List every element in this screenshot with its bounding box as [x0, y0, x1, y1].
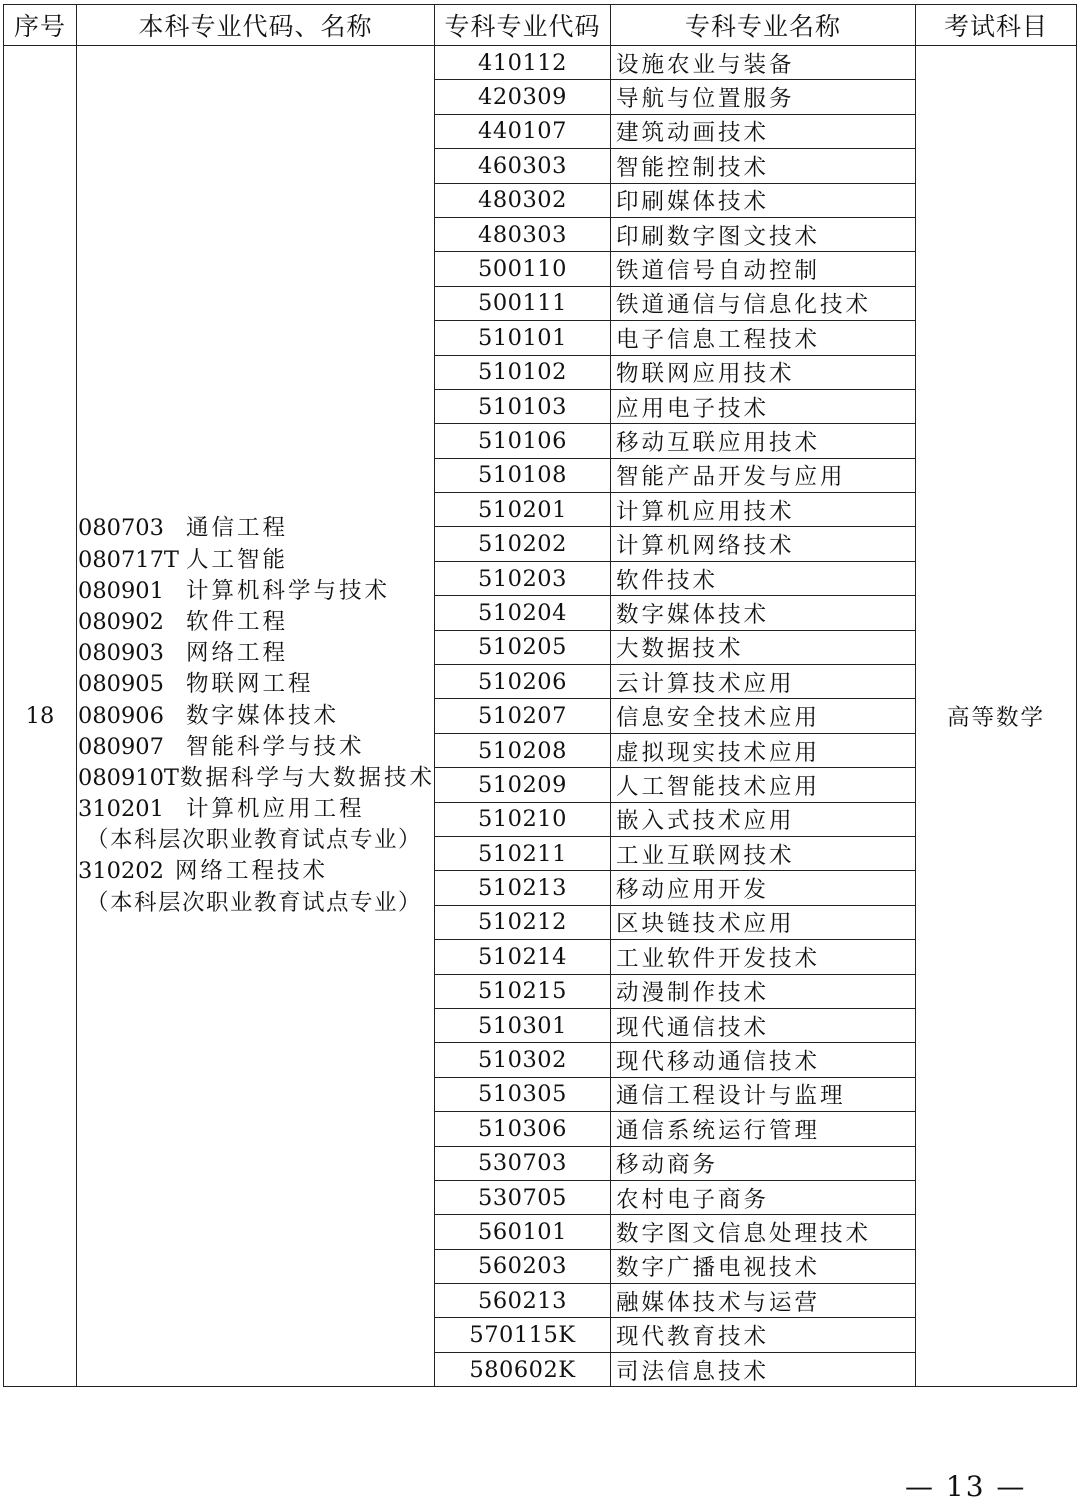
bachelor-major-item	[78, 513, 434, 544]
bachelor-major-item	[78, 545, 434, 576]
bachelor-major-name: 人工智能	[186, 546, 289, 573]
major-code: 500111	[435, 286, 611, 320]
bachelor-major-name: 网络工程技术	[175, 858, 329, 885]
major-name: 数字图文信息处理技术	[611, 1215, 916, 1249]
major-code: 510202	[435, 527, 611, 561]
major-name: 铁道信号自动控制	[611, 252, 916, 286]
major-code: 560213	[435, 1284, 611, 1318]
major-name: 人工智能技术应用	[611, 768, 916, 802]
major-code: 510207	[435, 699, 611, 733]
bachelor-major-code: 080901	[78, 577, 164, 604]
major-code: 510306	[435, 1112, 611, 1146]
major-code: 580602K	[435, 1352, 611, 1386]
major-name: 建筑动画技术	[611, 114, 916, 148]
major-code: 510203	[435, 561, 611, 595]
table-row	[4, 46, 1077, 80]
major-name: 现代教育技术	[611, 1318, 916, 1352]
major-code: 510214	[435, 940, 611, 974]
major-name: 通信工程设计与监理	[611, 1077, 916, 1111]
major-name: 印刷媒体技术	[611, 183, 916, 217]
major-name: 大数据技术	[611, 630, 916, 664]
major-name: 数字媒体技术	[611, 596, 916, 630]
major-code: 500110	[435, 252, 611, 286]
exam-subject: 高等数学	[916, 46, 1077, 1387]
major-code: 510205	[435, 630, 611, 664]
bachelor-major-name: 软件工程	[186, 608, 289, 635]
major-code: 510102	[435, 355, 611, 389]
header-seq: 序号	[4, 5, 77, 46]
bachelor-major-code: 080717T	[78, 546, 179, 573]
major-name: 软件技术	[611, 561, 916, 595]
bachelor-major-item	[78, 638, 434, 669]
bachelor-major-code: 080910T	[78, 764, 179, 791]
major-code: 510301	[435, 1008, 611, 1042]
major-name: 物联网应用技术	[611, 355, 916, 389]
major-code: 510210	[435, 802, 611, 836]
major-code: 510206	[435, 665, 611, 699]
major-code: 510204	[435, 596, 611, 630]
major-name: 计算机网络技术	[611, 527, 916, 561]
major-code: 510108	[435, 458, 611, 492]
group-seq: 18	[4, 46, 77, 1387]
bachelor-major-code: 310201	[78, 796, 164, 823]
bachelor-major-code: 080703	[78, 515, 164, 542]
major-name: 信息安全技术应用	[611, 699, 916, 733]
major-code: 510209	[435, 768, 611, 802]
bachelor-major-name: 数字媒体技术	[186, 702, 340, 729]
major-code: 510211	[435, 836, 611, 870]
major-code: 410112	[435, 46, 611, 80]
page-number: — 13 —	[905, 1470, 1027, 1503]
major-code: 510103	[435, 389, 611, 423]
major-name: 移动应用开发	[611, 871, 916, 905]
major-name: 应用电子技术	[611, 389, 916, 423]
header-major-name: 专科专业名称	[611, 5, 916, 46]
major-name: 电子信息工程技术	[611, 321, 916, 355]
table-body	[4, 46, 1077, 1387]
bachelor-major-name: 物联网工程	[186, 671, 314, 698]
major-name: 移动商务	[611, 1146, 916, 1180]
major-name: 云计算技术应用	[611, 665, 916, 699]
major-code: 460303	[435, 149, 611, 183]
major-name: 工业软件开发技术	[611, 940, 916, 974]
bachelor-major-item	[78, 701, 434, 732]
major-code: 510106	[435, 424, 611, 458]
bachelor-major-name: 计算机应用工程	[186, 796, 365, 823]
bachelor-major-code: 310202	[78, 858, 164, 885]
major-name: 虚拟现实技术应用	[611, 733, 916, 767]
major-name: 融媒体技术与运营	[611, 1284, 916, 1318]
major-code: 480302	[435, 183, 611, 217]
major-code: 510215	[435, 974, 611, 1008]
major-name: 数字广播电视技术	[611, 1249, 916, 1283]
major-name: 印刷数字图文技术	[611, 217, 916, 251]
major-name: 工业互联网技术	[611, 836, 916, 870]
major-code: 480303	[435, 217, 611, 251]
bachelor-majors-cell	[77, 46, 435, 1387]
major-code: 560203	[435, 1249, 611, 1283]
major-code: 510213	[435, 871, 611, 905]
bachelor-major-name: 网络工程	[186, 640, 289, 667]
bachelor-major-code: 080905	[78, 671, 164, 698]
bachelor-major-code: 080907	[78, 733, 164, 760]
bachelor-major-item	[78, 794, 434, 825]
major-code: 530705	[435, 1180, 611, 1214]
major-code: 510201	[435, 493, 611, 527]
major-code: 510302	[435, 1043, 611, 1077]
major-code: 510212	[435, 905, 611, 939]
major-name: 移动互联应用技术	[611, 424, 916, 458]
bachelor-major-name: 数据科学与大数据技术	[180, 764, 436, 791]
bachelor-major-note: （本科层次职业教育试点专业）	[86, 889, 423, 916]
bachelor-major-code: 080906	[78, 702, 164, 729]
bachelor-major-item	[78, 856, 434, 887]
bachelor-major-name: 通信工程	[186, 515, 289, 542]
major-name: 铁道通信与信息化技术	[611, 286, 916, 320]
major-name: 动漫制作技术	[611, 974, 916, 1008]
major-name: 设施农业与装备	[611, 46, 916, 80]
major-name: 智能产品开发与应用	[611, 458, 916, 492]
major-name: 司法信息技术	[611, 1352, 916, 1386]
bachelor-major-code: 080903	[78, 640, 164, 667]
table-header-row	[4, 5, 1077, 46]
bachelor-major-item	[78, 607, 434, 638]
bachelor-major-item	[78, 825, 434, 856]
major-code: 420309	[435, 80, 611, 114]
major-code: 530703	[435, 1146, 611, 1180]
bachelor-major-name: 智能科学与技术	[186, 733, 365, 760]
major-name: 农村电子商务	[611, 1180, 916, 1214]
major-code: 510101	[435, 321, 611, 355]
bachelor-major-item	[78, 763, 434, 794]
majors-table	[3, 4, 1077, 1387]
major-code: 560101	[435, 1215, 611, 1249]
major-code: 570115K	[435, 1318, 611, 1352]
bachelor-major-item	[78, 669, 434, 700]
bachelor-major-item	[78, 576, 434, 607]
bachelor-major-item	[78, 732, 434, 763]
bachelor-major-code: 080902	[78, 608, 164, 635]
header-exam-subject: 考试科目	[916, 5, 1077, 46]
major-code: 440107	[435, 114, 611, 148]
major-name: 嵌入式技术应用	[611, 802, 916, 836]
major-name: 通信系统运行管理	[611, 1112, 916, 1146]
bachelor-major-name: 计算机科学与技术	[186, 577, 391, 604]
major-name: 现代通信技术	[611, 1008, 916, 1042]
major-name: 计算机应用技术	[611, 493, 916, 527]
major-name: 导航与位置服务	[611, 80, 916, 114]
major-code: 510305	[435, 1077, 611, 1111]
major-code: 510208	[435, 733, 611, 767]
bachelor-major-item	[78, 888, 434, 919]
major-name: 现代移动通信技术	[611, 1043, 916, 1077]
bachelor-major-note: （本科层次职业教育试点专业）	[86, 827, 423, 854]
major-name: 智能控制技术	[611, 149, 916, 183]
major-name: 区块链技术应用	[611, 905, 916, 939]
header-major-code: 专科专业代码	[435, 5, 611, 46]
header-bachelor-major: 本科专业代码、名称	[77, 5, 435, 46]
